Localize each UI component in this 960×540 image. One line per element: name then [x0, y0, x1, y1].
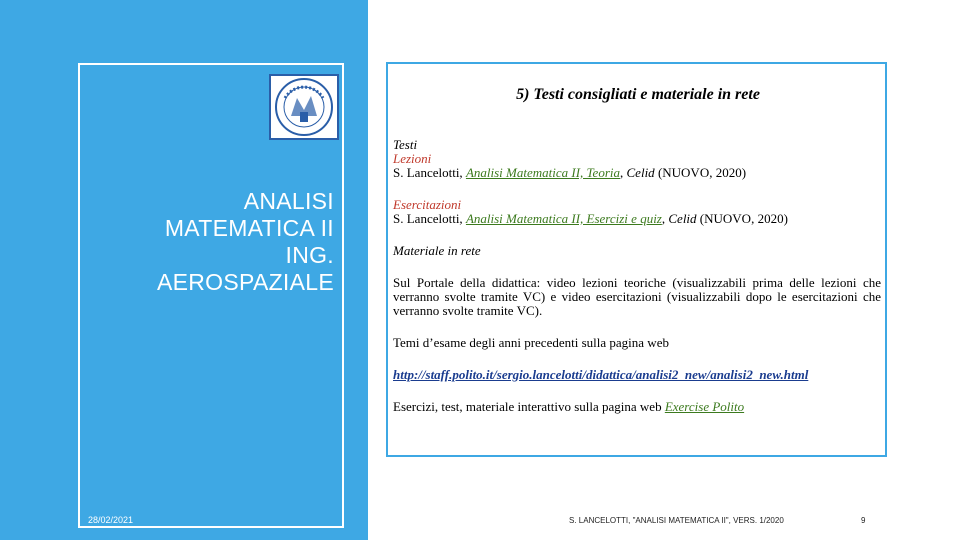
course-title-line: ANALISI — [243, 188, 334, 214]
university-logo — [269, 74, 339, 140]
materiale-label: Materiale in rete — [393, 243, 481, 258]
portale-text: Sul Portale della didattica: video lezioni teoriche (visualizzabili prima delle lezioni che verranno svolte tramite VC) e video esercitazioni (visualizzabili dopo le esercitazioni che verranno svolte tramite VC). — [393, 275, 881, 318]
book-edition: (NUOVO, 2020) — [696, 211, 788, 226]
testi-label: Testi — [393, 137, 418, 152]
book-exercise-link[interactable]: Analisi Matematica II, Esercizi e quiz — [465, 211, 662, 226]
book-publisher: Celid — [668, 211, 697, 226]
esercizi-entry — [393, 400, 881, 414]
course-title-line: ING. — [285, 242, 334, 268]
course-title-line: MATEMATICA II — [164, 215, 334, 241]
book-exercise-entry — [393, 212, 881, 226]
esercitazioni-label: Esercitazioni — [393, 197, 462, 212]
lezioni-label: Lezioni — [393, 151, 432, 166]
book-separator: , — [661, 211, 669, 226]
footer-text: S. LANCELOTTI, "ANALISI MATEMATICA II", VERS. 1/2020 — [569, 516, 784, 525]
slide-date: 28/02/2021 — [88, 515, 134, 525]
course-title-line: AEROSPAZIALE — [156, 269, 334, 295]
book-author: S. Lancelotti, — [393, 165, 466, 180]
book-theory-link[interactable]: Analisi Matematica II, Teoria — [465, 165, 621, 180]
course-title — [96, 188, 334, 296]
book-publisher: Celid — [626, 165, 655, 180]
temi-text: Temi d’esame degli anni precedenti sulla pagina web — [393, 335, 669, 350]
exercise-polito-link[interactable]: Exercise Polito — [664, 399, 745, 414]
temi-url-link[interactable]: http://staff.polito.it/sergio.lancelotti/didattica/analisi2_new/analisi2_new.html — [393, 367, 809, 382]
book-author: S. Lancelotti, — [393, 211, 466, 226]
page-number: 9 — [861, 516, 866, 525]
book-theory-entry — [393, 166, 881, 180]
university-seal-icon — [271, 76, 337, 138]
slide-heading: 5) Testi consigliati e materiale in rete — [516, 86, 760, 103]
book-separator: , — [620, 165, 627, 180]
slide-content — [393, 138, 881, 414]
temi-url-entry — [393, 368, 881, 382]
book-edition: (NUOVO, 2020) — [654, 165, 747, 180]
esercizi-text: Esercizi, test, materiale interattivo sulla pagina web — [393, 399, 665, 414]
